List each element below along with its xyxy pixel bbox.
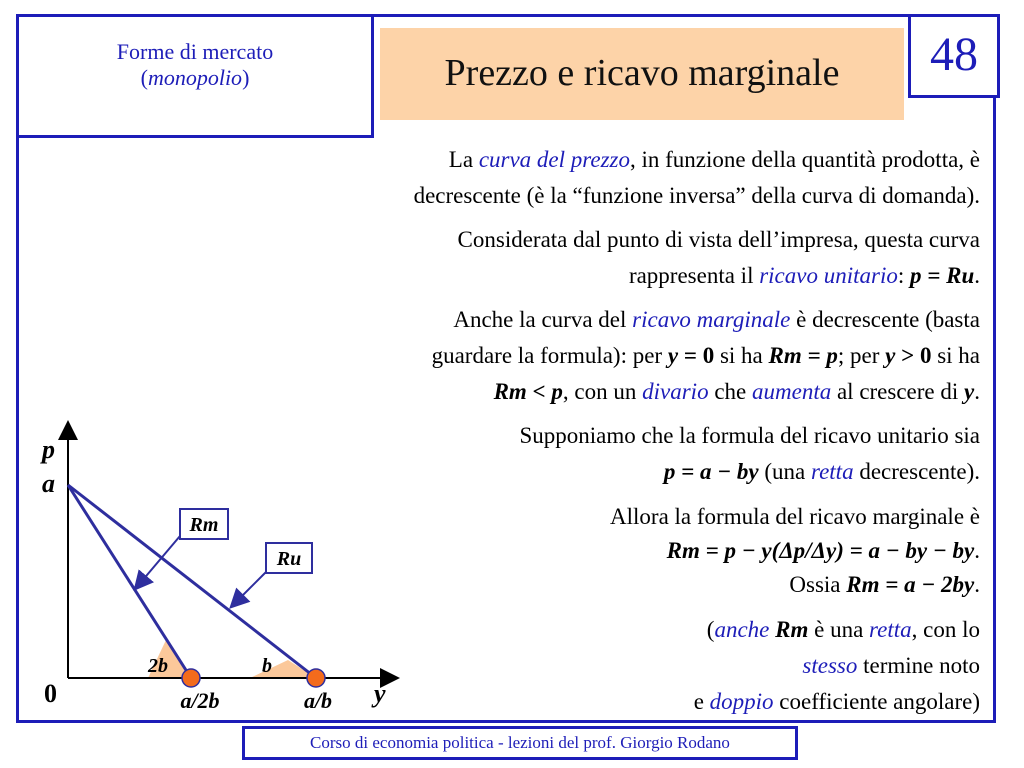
x-axis-label: y bbox=[374, 679, 386, 708]
ru-label-arrow bbox=[232, 570, 268, 606]
text: . bbox=[974, 263, 980, 288]
text: = bbox=[678, 343, 703, 368]
topic-paren-open: ( bbox=[140, 65, 148, 90]
origin-label: 0 bbox=[44, 679, 57, 708]
formula: 0 bbox=[702, 343, 715, 368]
term-retta: retta bbox=[810, 459, 854, 484]
text: Anche la curva del bbox=[453, 307, 633, 332]
ru-x-intercept-label: a/b bbox=[303, 688, 333, 713]
text: Supponiamo che la formula del ricavo unitario sia bbox=[519, 423, 980, 448]
text: coefficiente angolare) bbox=[773, 689, 980, 714]
formula: Rm bbox=[769, 617, 809, 642]
formula: y bbox=[964, 379, 975, 404]
text: è decrescente (basta bbox=[790, 307, 980, 332]
text: . bbox=[974, 379, 980, 404]
text: decrescente (è la “funzione inversa” della curva di domanda). bbox=[413, 183, 980, 208]
formula: Rm < p bbox=[493, 379, 563, 404]
ru-label: Ru bbox=[276, 548, 302, 570]
slide-number: 48 bbox=[930, 28, 978, 81]
text: si ha bbox=[714, 343, 769, 368]
text: La bbox=[448, 147, 479, 172]
footer-box bbox=[242, 726, 798, 760]
text: decrescente). bbox=[853, 459, 980, 484]
formula: p = Ru bbox=[910, 263, 975, 288]
text: Ossia bbox=[789, 572, 847, 597]
formula: y bbox=[885, 343, 896, 368]
text: guardare la formula): per bbox=[431, 343, 668, 368]
text: , con lo bbox=[911, 617, 980, 642]
topic-paren-close: ) bbox=[242, 65, 250, 90]
term-stesso: stesso bbox=[802, 653, 858, 678]
term-ricavo-marginale: ricavo marginale bbox=[632, 307, 791, 332]
y-axis-label: p bbox=[42, 435, 55, 464]
topic-line-2: monopolio bbox=[147, 65, 243, 90]
formula: Rm = a − 2by bbox=[846, 572, 975, 597]
text: e bbox=[693, 689, 710, 714]
formula: Rm = p bbox=[768, 343, 838, 368]
text: > bbox=[895, 343, 920, 368]
text: . bbox=[974, 572, 980, 597]
formula: p = a − by bbox=[663, 459, 759, 484]
rm-x-intercept-dot bbox=[182, 669, 200, 687]
footer-text: Corso di economia politica - lezioni del prof. Giorgio Rodano bbox=[310, 733, 730, 752]
topic-line-1: Forme di mercato bbox=[116, 39, 274, 64]
term-doppio: doppio bbox=[709, 689, 774, 714]
ru-x-intercept-dot bbox=[307, 669, 325, 687]
formula: 0 bbox=[919, 343, 932, 368]
text: , in funzione della quantità prodotta, è bbox=[630, 147, 980, 172]
text: Allora la formula del ricavo marginale è bbox=[610, 504, 980, 529]
text: rappresenta il bbox=[628, 263, 760, 288]
term-ricavo-unitario: ricavo unitario bbox=[759, 263, 898, 288]
rm-label: Rm bbox=[189, 514, 219, 536]
text: al crescere di bbox=[831, 379, 965, 404]
formula: Rm = p − y(Δp/Δy) = a − by − by bbox=[666, 538, 975, 563]
formula: y bbox=[667, 343, 679, 368]
text: Considerata dal punto di vista dell’impresa, questa curva bbox=[457, 227, 980, 252]
text: ( bbox=[706, 617, 715, 642]
text: è una bbox=[808, 617, 870, 642]
text: (una bbox=[758, 459, 811, 484]
rm-x-intercept-label: a/2b bbox=[180, 688, 220, 713]
term-retta: retta bbox=[869, 617, 912, 642]
term-curva-del-prezzo: curva del prezzo bbox=[478, 147, 630, 172]
text: : bbox=[897, 263, 910, 288]
term-anche: anche bbox=[714, 617, 770, 642]
text: che bbox=[708, 379, 752, 404]
text: . bbox=[974, 538, 980, 563]
rm-line bbox=[68, 485, 191, 678]
text: , con un bbox=[562, 379, 643, 404]
text: si ha bbox=[931, 343, 980, 368]
slide-title: Prezzo e ricavo marginale bbox=[444, 52, 840, 94]
text: ; per bbox=[837, 343, 886, 368]
text: termine noto bbox=[857, 653, 980, 678]
slope-ru-label: b bbox=[262, 655, 272, 677]
intercept-label: a bbox=[42, 469, 55, 498]
term-divario: divario bbox=[642, 379, 709, 404]
term-aumenta: aumenta bbox=[752, 379, 832, 404]
slope-rm-label: 2b bbox=[148, 655, 168, 677]
